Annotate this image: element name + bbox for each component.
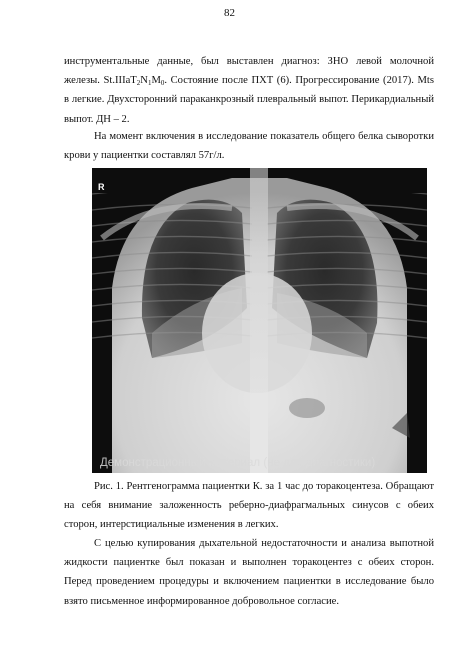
diagnosis-line: инструментальные данные, был выставлен диагноз: ЗНО левой молочной железы.	[64, 56, 434, 87]
r-marker: R	[98, 182, 105, 192]
m-letter: M	[151, 75, 161, 87]
diagnosis-rest: . Состояние после ПХТ (6). Прогрессирование (2017). Mts в легкие. Двухсторонний параканкрозный плевральный выпот. Перикардиальный выпот. ДН – 2.	[64, 75, 434, 125]
m-subscript: 0	[160, 79, 165, 88]
t-subscript: 2	[136, 79, 141, 88]
diagnosis-paragraph	[64, 52, 434, 129]
watermark: Демонстрационный материал (не для диагностики)	[100, 457, 376, 469]
stage-prefix: St.IIIaT	[103, 75, 137, 87]
protein-paragraph: На момент включения в исследование показатель общего белка сыворотки крови у пациентки составлял 57г/л.	[64, 131, 434, 162]
figure-caption: Рис. 1. Рентгенограмма пациентки К. за 1 час до торакоцентеза. Обращают на себя внимание заложенность реберно-диафрагмальных синусов с обеих сторон, интерстициальные изменения в легких.	[64, 481, 434, 531]
thoracentesis-paragraph: С целью купирования дыхательной недостаточности и анализа выпотной жидкости пациентке был показан и выполнен торакоцентез с обеих сторон. Перед проведением процедуры и включением пациентки в исследование было взято письменное информированное добровольное согласие.	[64, 538, 434, 607]
page-number: 82	[224, 7, 235, 19]
n-subscript: 1	[147, 79, 152, 88]
chest-xray-figure	[92, 168, 427, 473]
n-letter: N	[140, 75, 148, 87]
